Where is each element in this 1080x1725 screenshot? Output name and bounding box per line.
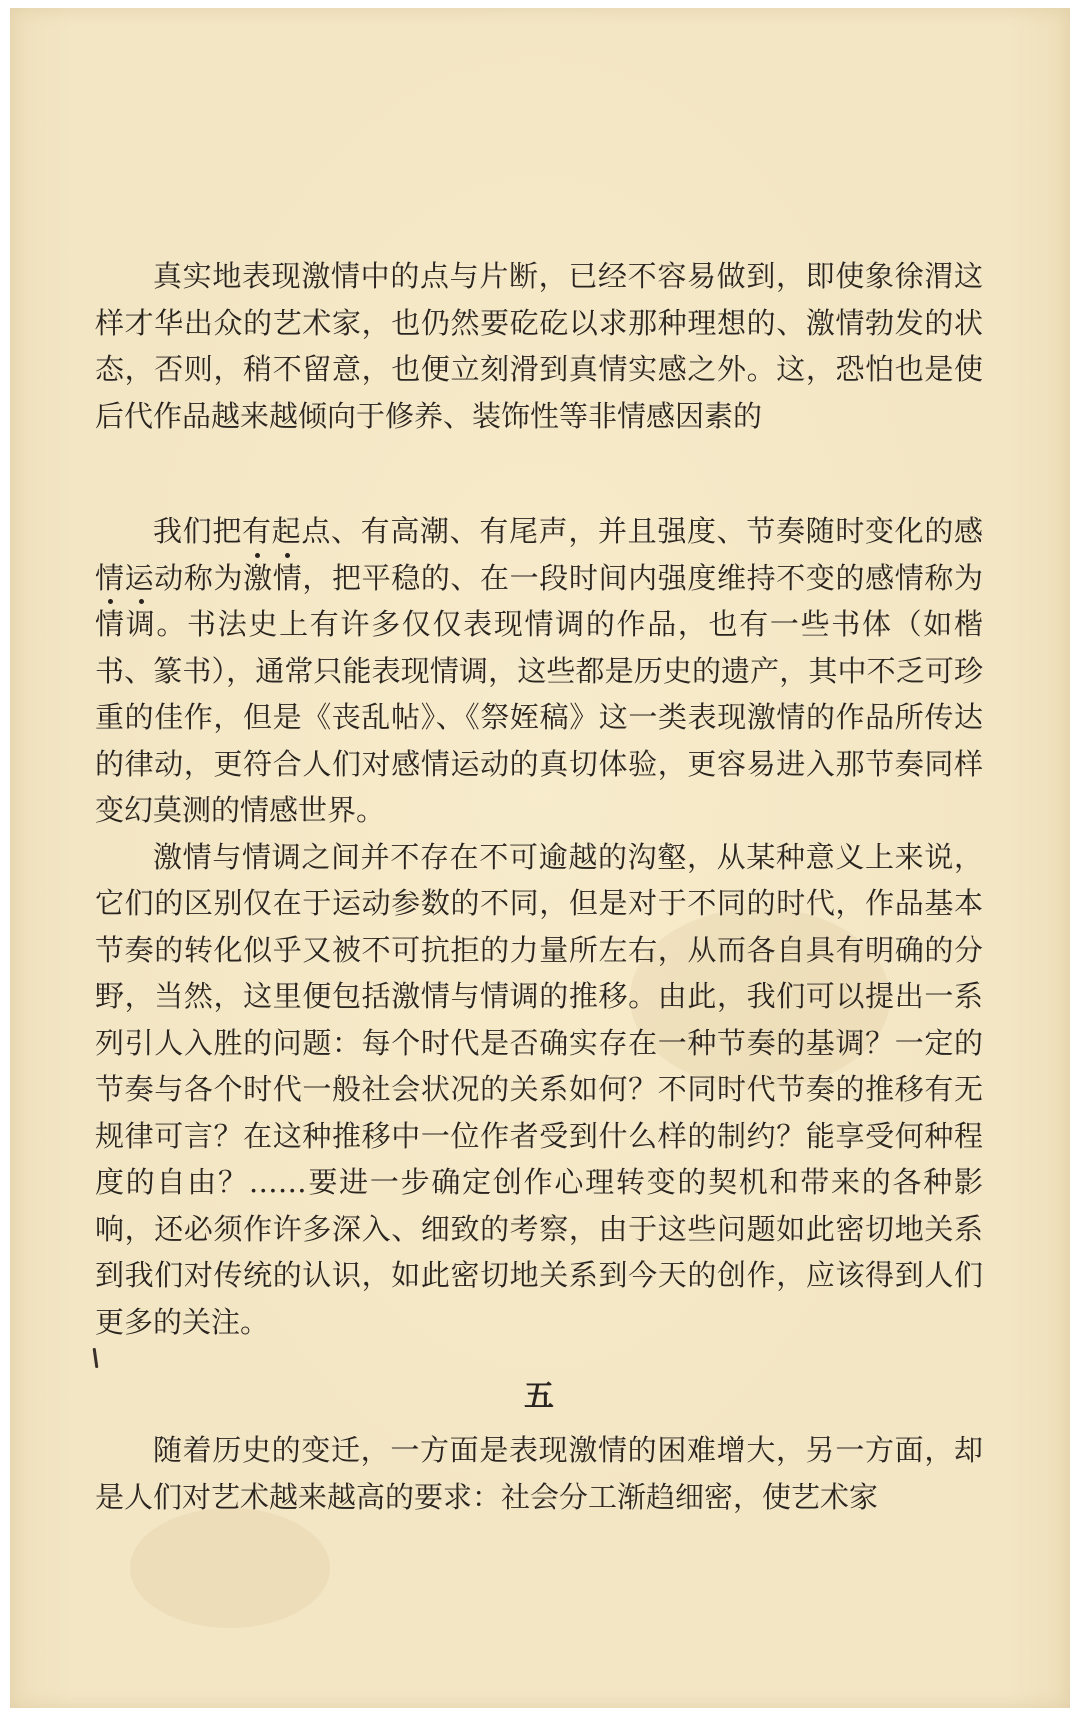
- paragraph-text-segment: 我们把有起点、有高潮、有尾声，并且强度、节奏随时变化的感情运动称为: [95, 514, 983, 595]
- paragraph-text-segment: 。书法史上有许多仅仅表现情调的作品，也有一些书体（如楷书、篆书），通常只能表现情调，这些都是历史的遗产，其中不乏可珍重的佳作，但是《丧乱帖》、《祭姪稿》这一类表现激情的作品所传达的律动，更符合人们对感情运动的真切体验，更容易进入那节奏同样变幻莫测的情感世界。: [95, 607, 983, 827]
- emphasis-dot-icon: [255, 553, 260, 558]
- book-page: [10, 8, 1070, 1708]
- emphasized-char: 激: [243, 561, 273, 595]
- emphasis-dot-icon: [285, 553, 290, 558]
- emphasized-char: 调: [126, 607, 157, 641]
- paragraph: 随着历史的变迁，一方面是表现激情的困难增大，另一方面，却是人们对艺术越来越高的要求：社会分工渐趋细密，使艺术家: [95, 1433, 983, 1514]
- emphasis-dot-icon: [108, 599, 113, 604]
- margin-pencil-mark: [93, 1348, 99, 1368]
- paragraph: 激情与情调之间并不存在不可逾越的沟壑，从某种意义上来说，它们的区别仅在于运动参数的不同，但是对于不同的时代，作品基本节奏的转化似乎又被不可抗拒的力量所左右，从而各自具有明确的分野，当然，这里便包括激情与情调的推移。由此，我们可以提出一系列引人入胜的问题：每个时代是否确实存在一种节奏的基调？一定的节奏与各个时代一般社会状况的关系如何？不同时代节奏的推移有无规律可言？在这种推移中一位作者受到什么样的制约？能享受何种程度的自由？……要进一步确定创作心理转变的契机和带来的各种影响，还必须作许多深入、细致的考察，由于这些问题如此密切地关系到我们对传统的认识，如此密切地关系到今天的创作，应该得到人们更多的关注。: [95, 839, 983, 1339]
- emphasized-char: 情: [95, 607, 126, 641]
- text-block-bottom: [95, 1427, 983, 1520]
- paragraph: 真实地表现激情中的点与片断，已经不容易做到，即使象徐渭这样才华出众的艺术家，也仍然要矻矻以求那种理想的、激情勃发的状态，否则，稍不留意，也便立刻滑到真情实感之外。这，恐怕也是使后代作品越来越倾向于修养、装饰性等非情感因素的: [95, 259, 983, 433]
- text-block-middle: [95, 508, 983, 1345]
- emphasis-dot-icon: [139, 599, 144, 604]
- paper-stain: [130, 1508, 330, 1628]
- paragraph-text-segment: ，把平稳的、在一段时间内强度维持不变的感情称为: [302, 560, 983, 595]
- emphasized-char: 情: [273, 561, 303, 595]
- section-heading: 五: [524, 1379, 556, 1414]
- text-block-top: [95, 253, 983, 439]
- paragraph-definitions: [95, 508, 983, 834]
